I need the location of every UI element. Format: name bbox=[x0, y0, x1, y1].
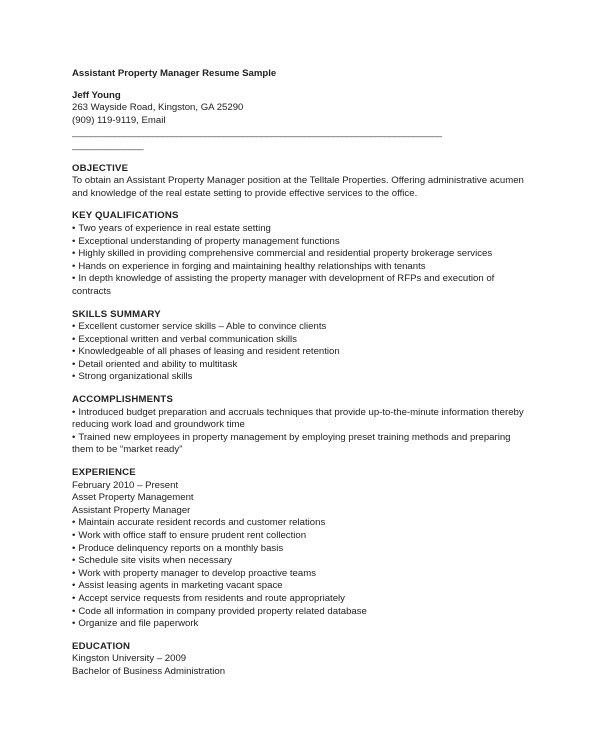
bullet-icon: • bbox=[72, 346, 76, 358]
candidate-address: 263 Wayside Road, Kingston, GA 25290 bbox=[72, 102, 244, 114]
list-item bbox=[72, 334, 532, 347]
list-item-text: Organize and file paperwork bbox=[78, 618, 199, 630]
bullet-icon: • bbox=[72, 555, 76, 567]
skills-summary-heading: SKILLS SUMMARY bbox=[72, 308, 161, 320]
list-item-text: Schedule site visits when necessary bbox=[78, 555, 232, 567]
list-item bbox=[72, 321, 532, 334]
accomplishments-section bbox=[72, 394, 532, 457]
list-item-text: Exceptional written and verbal communication skills bbox=[78, 333, 297, 345]
experience-heading: EXPERIENCE bbox=[72, 467, 136, 479]
list-item bbox=[72, 580, 532, 593]
bullet-icon: • bbox=[72, 260, 76, 272]
list-item-text: Strong organizational skills bbox=[78, 371, 193, 383]
list-item-text: Work with property manager to develop proactive teams bbox=[78, 567, 317, 579]
bullet-icon: • bbox=[72, 273, 76, 285]
list-item-text: Exceptional understanding of property management functions bbox=[78, 235, 340, 247]
list-item bbox=[72, 223, 532, 236]
objective-section bbox=[72, 163, 532, 201]
list-item-text: Two years of experience in real estate setting bbox=[78, 222, 271, 234]
education-section bbox=[72, 641, 532, 679]
education-degree: Bachelor of Business Administration bbox=[72, 665, 226, 677]
bullet-icon: • bbox=[72, 371, 76, 383]
education-school: Kingston University – 2009 bbox=[72, 653, 187, 665]
list-item-text: Highly skilled in providing comprehensive commercial and residential property brokerage services bbox=[78, 248, 493, 260]
list-item bbox=[72, 568, 532, 581]
key-qualifications-heading: KEY QUALIFICATIONS bbox=[72, 210, 179, 222]
bullet-icon: • bbox=[72, 517, 76, 529]
bullet-icon: • bbox=[72, 605, 76, 617]
experience-company: Asset Property Management bbox=[72, 492, 194, 504]
list-item-text: Accept service requests from residents and route appropriately bbox=[78, 592, 345, 604]
accomplishments-heading: ACCOMPLISHMENTS bbox=[72, 394, 174, 406]
list-item bbox=[72, 555, 532, 568]
list-item bbox=[72, 261, 532, 274]
bullet-icon: • bbox=[72, 358, 76, 370]
list-item-text: Hands on experience in forging and maintaining healthy relationships with tenants bbox=[78, 260, 426, 272]
bullet-icon: • bbox=[72, 431, 76, 443]
bullet-icon: • bbox=[72, 542, 76, 554]
list-item bbox=[72, 407, 532, 432]
list-item-text: Produce delinquency reports on a monthly basis bbox=[78, 542, 284, 554]
skills-summary-section bbox=[72, 309, 532, 385]
list-item bbox=[72, 359, 532, 372]
education-heading: EDUCATION bbox=[72, 640, 131, 652]
bullet-icon: • bbox=[72, 530, 76, 541]
list-item-text: Work with office staff to ensure prudent rent collection bbox=[78, 530, 307, 541]
list-item-text: Detail oriented and ability to multitask bbox=[78, 358, 238, 370]
bullet-icon: • bbox=[72, 222, 76, 234]
list-item bbox=[72, 371, 532, 384]
list-item bbox=[72, 432, 532, 457]
document-title: Assistant Property Manager Resume Sample bbox=[72, 68, 277, 79]
bullet-icon: • bbox=[72, 248, 76, 260]
list-item-text: Code all information in company provided property related database bbox=[78, 605, 367, 617]
bullet-icon: • bbox=[72, 406, 76, 418]
list-item-text: Knowledgeable of all phases of leasing and resident retention bbox=[78, 346, 340, 358]
list-item bbox=[72, 236, 532, 249]
bullet-icon: • bbox=[72, 321, 76, 333]
bullet-icon: • bbox=[72, 618, 76, 630]
experience-dates: February 2010 – Present bbox=[72, 479, 179, 491]
candidate-phone-email: (909) 119-9119, Email bbox=[72, 114, 166, 126]
list-item-text: Assist leasing agents in marketing vacant space bbox=[78, 580, 283, 592]
divider-rule-1: ______________________________________________________________________________ bbox=[72, 127, 442, 139]
bullet-icon: • bbox=[72, 592, 76, 604]
list-item bbox=[72, 593, 532, 606]
objective-text: To obtain an Assistant Property Manager position at the Telltale Properties. Offering administrative acumen and knowledge of the real estate setting to provide effective services to the office. bbox=[72, 175, 524, 199]
resume-content bbox=[72, 68, 532, 679]
bullet-icon: • bbox=[72, 567, 76, 579]
bullet-icon: • bbox=[72, 235, 76, 247]
list-item bbox=[72, 346, 532, 359]
experience-section bbox=[72, 467, 532, 631]
bullet-icon: • bbox=[72, 580, 76, 592]
list-item-text: Excellent customer service skills – Able to convince clients bbox=[78, 321, 327, 333]
key-qualifications-section bbox=[72, 210, 532, 298]
list-item bbox=[72, 618, 532, 631]
list-item-text: In depth knowledge of assisting the property manager with development of RFPs and execution of contracts bbox=[72, 273, 495, 297]
list-item bbox=[72, 606, 532, 619]
contact-block bbox=[72, 90, 532, 153]
list-item bbox=[72, 530, 532, 543]
objective-heading: OBJECTIVE bbox=[72, 162, 129, 174]
list-item-text: Introduced budget preparation and accruals techniques that provide up-to-the-minute information thereby reducing work load and groundwork time bbox=[72, 406, 524, 431]
list-item bbox=[72, 273, 532, 298]
list-item-text: Trained new employees in property management by employing preset training methods and preparing them to be “market ready” bbox=[72, 431, 511, 456]
list-item-text: Maintain accurate resident records and customer relations bbox=[78, 517, 326, 529]
experience-role: Assistant Property Manager bbox=[72, 504, 191, 516]
divider-rule-2: _______________ bbox=[72, 139, 144, 151]
list-item bbox=[72, 248, 532, 261]
bullet-icon: • bbox=[72, 333, 76, 345]
list-item bbox=[72, 543, 532, 556]
list-item bbox=[72, 517, 532, 530]
candidate-name: Jeff Young bbox=[72, 89, 121, 101]
